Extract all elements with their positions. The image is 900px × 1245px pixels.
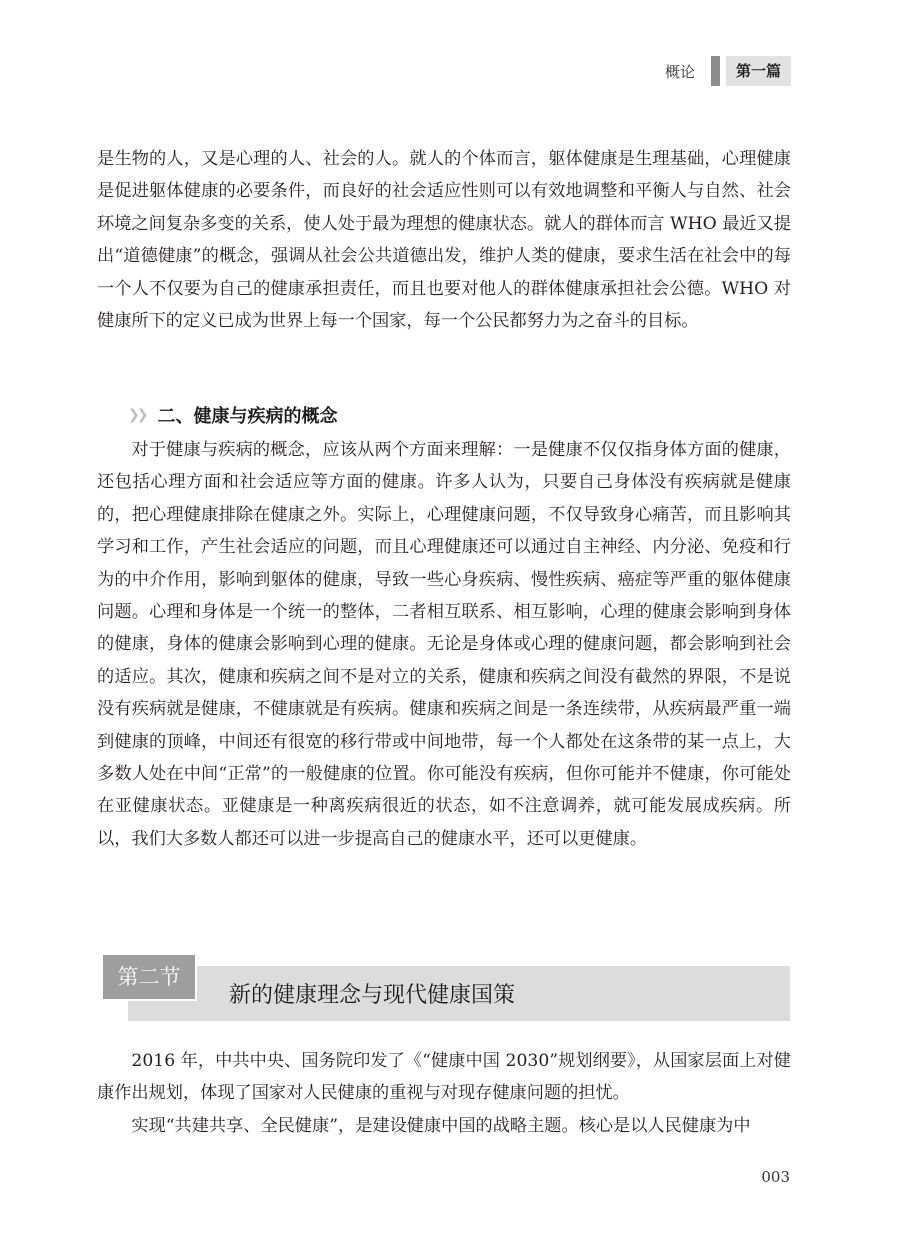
subheading-text: 二、健康与疾病的概念 xyxy=(157,406,338,427)
running-header xyxy=(665,56,791,86)
subheading xyxy=(128,402,337,428)
paragraph-strategy: 实现“共建共享、全民健康”，是建设健康中国的战略主题。核心是以人民健康为中 xyxy=(131,1116,751,1136)
header-divider-bar xyxy=(711,56,720,86)
header-part-label: 第一篇 xyxy=(726,56,791,86)
page-number: 003 xyxy=(761,1168,790,1186)
paragraph-continued: 是生物的人，又是心理的人、社会的人。就人的个体而言，躯体健康是生理基础，心理健康是促进躯体健康的必要条件，而良好的社会适应性则可以有效地调整和平衡人与自然、社会环境之间复杂多变的关系，使人处于最为理想的健康状态。就人的群体而言 WHO 最近又提出“道德健康”的概念，强调从社会公共道德出发，维护人类的健康，要求生活在社会中的每一个人不仅要为自己的健康承担责任，而且也要对他人的群体健康承担社会公德。WHO 对健康所下的定义已成为世界上每一个国家，每一个公民都努力为之奋斗的目标。 xyxy=(97,149,791,332)
double-chevron-icon: ❯❯ xyxy=(128,407,146,423)
section-title: 新的健康理念与现代健康国策 xyxy=(229,983,516,1008)
section-number-tag: 第二节 xyxy=(103,955,195,999)
paragraph-health-disease: 对于健康与疾病的概念，应该从两个方面来理解：一是健康不仅仅指身体方面的健康，还包括心理方面和社会适应等方面的健康。许多人认为，只要自己身体没有疾病就是健康的，把心理健康排除在健康之外。实际上，心理健康问题，不仅导致身心痛苦，而且影响其学习和工作，产生社会适应的问题，而且心理健康还可以通过自主神经、内分泌、免疫和行为的中介作用，影响到躯体的健康，导致一些心身疾病、慢性疾病、癌症等严重的躯体健康问题。心理和身体是一个统一的整体，二者相互联系、相互影响，心理的健康会影响到身体的健康，身体的健康会影响到心理的健康。无论是身体或心理的健康问题，都会影响到社会的适应。其次，健康和疾病之间不是对立的关系，健康和疾病之间没有截然的界限，不是说没有疾病就是健康，不健康就是有疾病。健康和疾病之间是一条连续带，从疾病最严重一端到健康的顶峰，中间还有很宽的移行带或中间地带，每一个人都处在这条带的某一点上，大多数人处在中间“正常”的一般健康的位置。你可能没有疾病，但你可能并不健康，你可能处在亚健康状态。亚健康是一种离疾病很近的状态，如不注意调养，就可能发展成疾病。所以，我们大多数人都还可以进一步提高自己的健康水平，还可以更健康。 xyxy=(97,440,791,849)
paragraph-healthy-china: 2016 年，中共中央、国务院印发了《“健康中国 2030”规划纲要》，从国家层面上对健康作出规划，体现了国家对人民健康的重视与对现存健康问题的担忧。 xyxy=(97,1051,791,1104)
header-section-label: 概论 xyxy=(664,62,695,81)
